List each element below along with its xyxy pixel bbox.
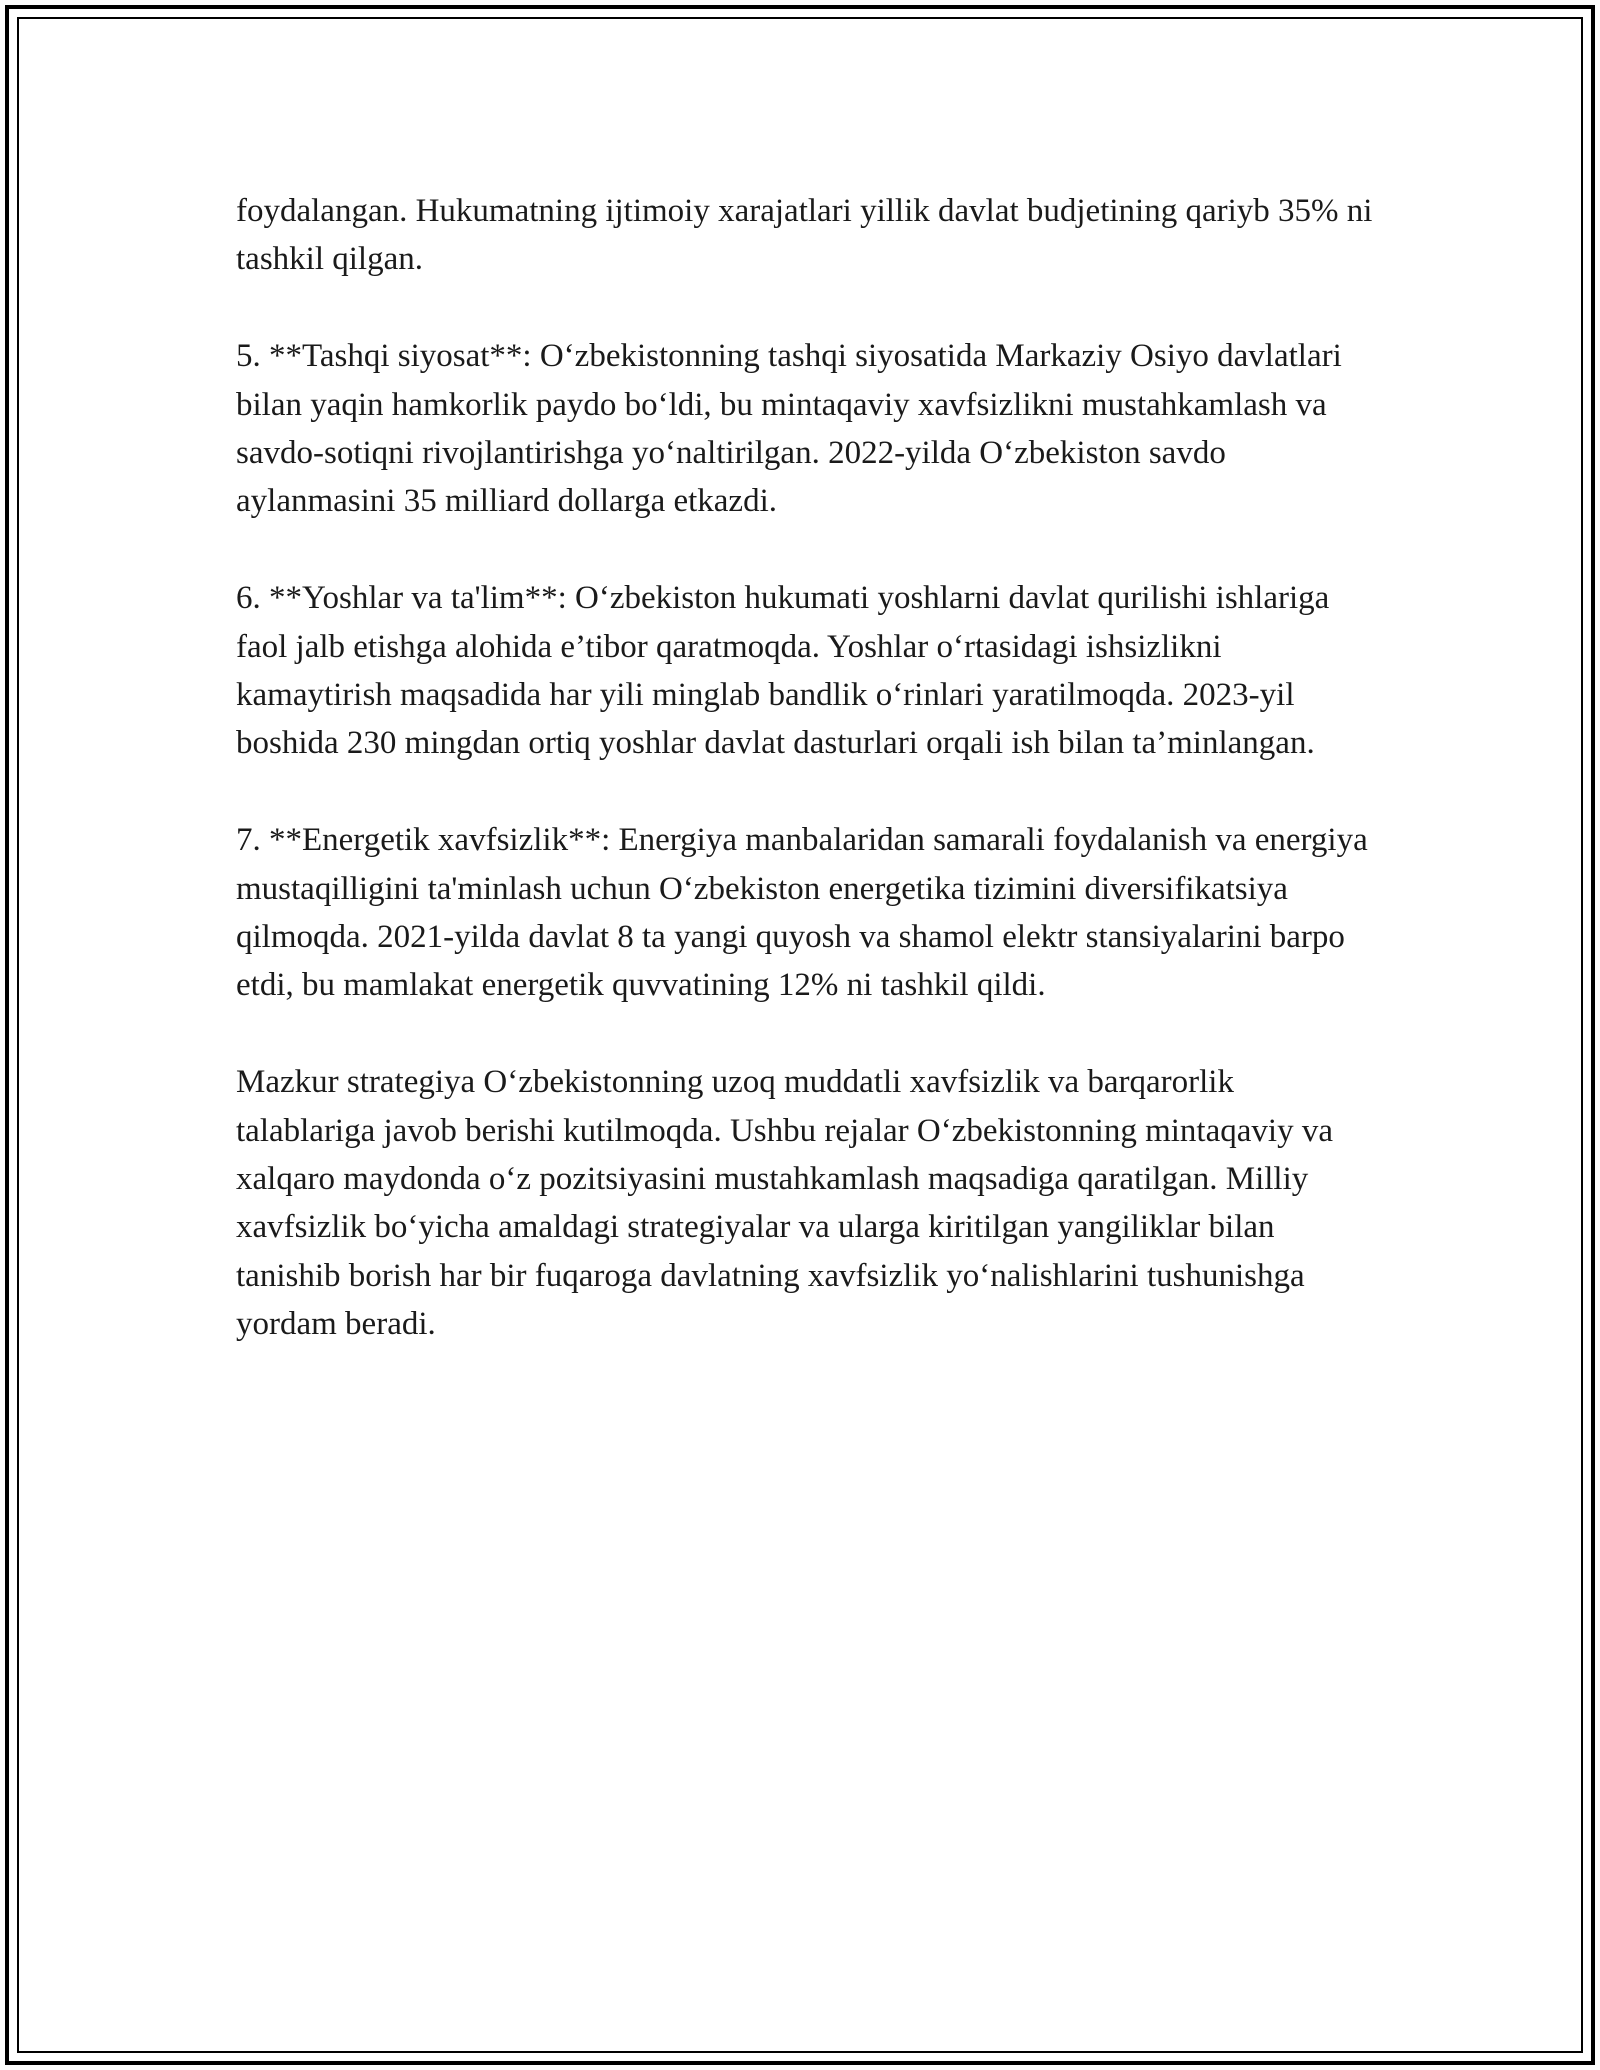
paragraph-youth-education: 6. **Yoshlar va ta'lim**: O‘zbekiston hukumati yoshlarni davlat qurilishi ishlariga faol jalb etishga alohida e’tibor qaratmoqda. Yoshlar o‘rtasidagi ishsizlikni kamaytirish maqsadida har yili minglab bandlik o‘rinlari yaratilmoqda. 2023-yil boshida 230 mingdan ortiq yoshlar davlat dasturlari orqali ish bilan ta’minlangan. [236, 580, 1330, 762]
paragraph-conclusion: Mazkur strategiya O‘zbekistonning uzoq muddatli xavfsizlik va barqarorlik talablariga javob berishi kutilmoqda. Ushbu rejalar O‘zbekistonning mintaqaviy va xalqaro maydonda o‘z pozitsiyasini mustahkamlash maqsadiga qaratilgan. Milliy xavfsizlik bo‘yicha amaldagi strategiyalar va ularga kiritilgan yangiliklar bilan tanishib borish har bir fuqaroga davlatning xavfsizlik yo‘nalishlarini tushunishga yordam beradi. [236, 1064, 1333, 1343]
paragraph-foreign-policy: 5. **Tashqi siyosat**: O‘zbekistonning tashqi siyosatida Markaziy Osiyo davlatlari bilan yaqin hamkorlik paydo bo‘ldi, bu mintaqaviy xavfsizlikni mustahkamlash va savdo-sotiqni rivojlantirishga yo‘naltirilgan. 2022-yilda O‘zbekiston savdo aylanmasini 35 milliard dollarga etkazdi. [236, 338, 1342, 520]
document-body [236, 187, 1376, 1397]
paragraph-budget-continuation: foydalangan. Hukumatning ijtimoiy xarajatlari yillik davlat budjetining qariyb 35% ni tashkil qilgan. [236, 193, 1373, 278]
paragraph-energy-security: 7. **Energetik xavfsizlik**: Energiya manbalaridan samarali foydalanish va energiya mustaqilligini ta'minlash uchun O‘zbekiston energetika tizimini diversifikatsiya qilmoqda. 2021-yilda davlat 8 ta yangi quyosh va shamol elektr stansiyalarini barpo etdi, bu mamlakat energetik quvvatining 12% ni tashkil qildi. [236, 822, 1368, 1004]
